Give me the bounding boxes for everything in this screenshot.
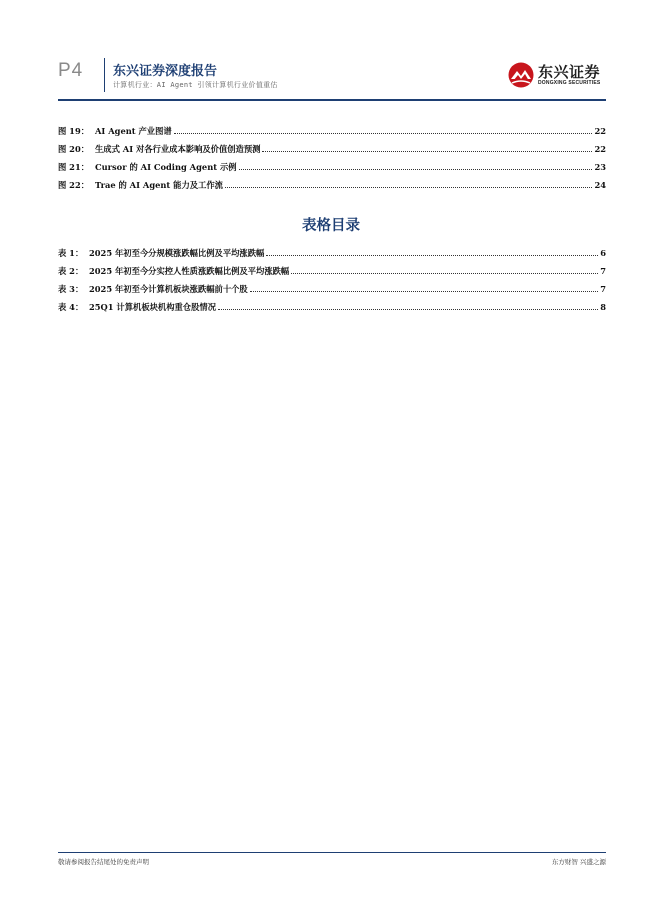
header-divider: [104, 58, 105, 92]
toc-leader-dots: [262, 150, 592, 152]
toc-leader-dots: [250, 290, 598, 292]
footer-disclaimer: 敬请参阅报告结尾处的免责声明: [58, 858, 149, 866]
logo-emblem-icon: [508, 62, 534, 88]
footer-rule: [58, 852, 606, 853]
toc-row-table-3[interactable]: [58, 276, 606, 294]
toc-leader-dots: [239, 168, 593, 170]
toc-page-number: 7: [600, 284, 606, 294]
toc-row-table-4[interactable]: [58, 294, 606, 312]
toc-title: 生成式 AI 对各行业成本影响及价值创造预测: [95, 144, 261, 154]
toc-label: 表 2：: [58, 266, 84, 276]
toc-label: 表 3：: [58, 284, 84, 294]
toc-leader-dots: [225, 186, 593, 188]
toc-leader-dots: [218, 308, 598, 310]
toc-label: 图 19：: [58, 126, 90, 136]
toc-page-number: 8: [600, 302, 606, 312]
toc-title: 2025 年初至今分实控人性质涨跌幅比例及平均涨跌幅: [89, 266, 290, 276]
report-title: 东兴证券深度报告: [113, 64, 218, 79]
toc-row-table-2[interactable]: [58, 258, 606, 276]
logo-cn-text: 东兴证券: [538, 63, 601, 81]
toc-title: 2025 年初至今计算机板块涨跌幅前十个股: [89, 284, 248, 294]
toc-leader-dots: [174, 132, 593, 134]
toc-page-number: 24: [594, 180, 606, 190]
toc-title: 2025 年初至今分规模涨跌幅比例及平均涨跌幅: [89, 248, 265, 258]
report-subtitle: 计算机行业：AI Agent 引领计算机行业价值重估: [113, 81, 278, 89]
toc-page-number: 23: [594, 162, 606, 172]
toc-row-figure-21[interactable]: [58, 154, 606, 172]
toc-label: 表 4：: [58, 302, 84, 312]
toc-page-number: 7: [600, 266, 606, 276]
toc-row-figure-19[interactable]: [58, 118, 606, 136]
toc-page-number: 22: [594, 144, 606, 154]
toc-title: Cursor 的 AI Coding Agent 示例: [95, 162, 237, 172]
page-header: [0, 0, 662, 100]
toc-leader-dots: [266, 254, 598, 256]
company-logo: [508, 60, 608, 90]
toc-leader-dots: [291, 272, 598, 274]
figure-list: [58, 118, 606, 190]
table-list: [58, 240, 606, 312]
toc-row-figure-20[interactable]: [58, 136, 606, 154]
toc-page-number: 6: [600, 248, 606, 258]
page-number: P4: [58, 60, 84, 81]
logo-en-text: DONGXING SECURITIES: [538, 80, 601, 86]
toc-label: 图 21：: [58, 162, 90, 172]
toc-title: Trae 的 AI Agent 能力及工作流: [95, 180, 223, 190]
toc-label: 图 20：: [58, 144, 90, 154]
toc-row-table-1[interactable]: [58, 240, 606, 258]
toc-page-number: 22: [594, 126, 606, 136]
toc-row-figure-22[interactable]: [58, 172, 606, 190]
header-rule: [58, 99, 606, 101]
toc-label: 图 22：: [58, 180, 90, 190]
footer-slogan: 东方财智 兴盛之源: [551, 858, 606, 866]
toc-title: AI Agent 产业图谱: [95, 126, 172, 136]
tables-heading: 表格目录: [302, 218, 360, 234]
toc-label: 表 1：: [58, 248, 84, 258]
toc-title: 25Q1 计算机板块机构重仓股情况: [89, 302, 216, 312]
